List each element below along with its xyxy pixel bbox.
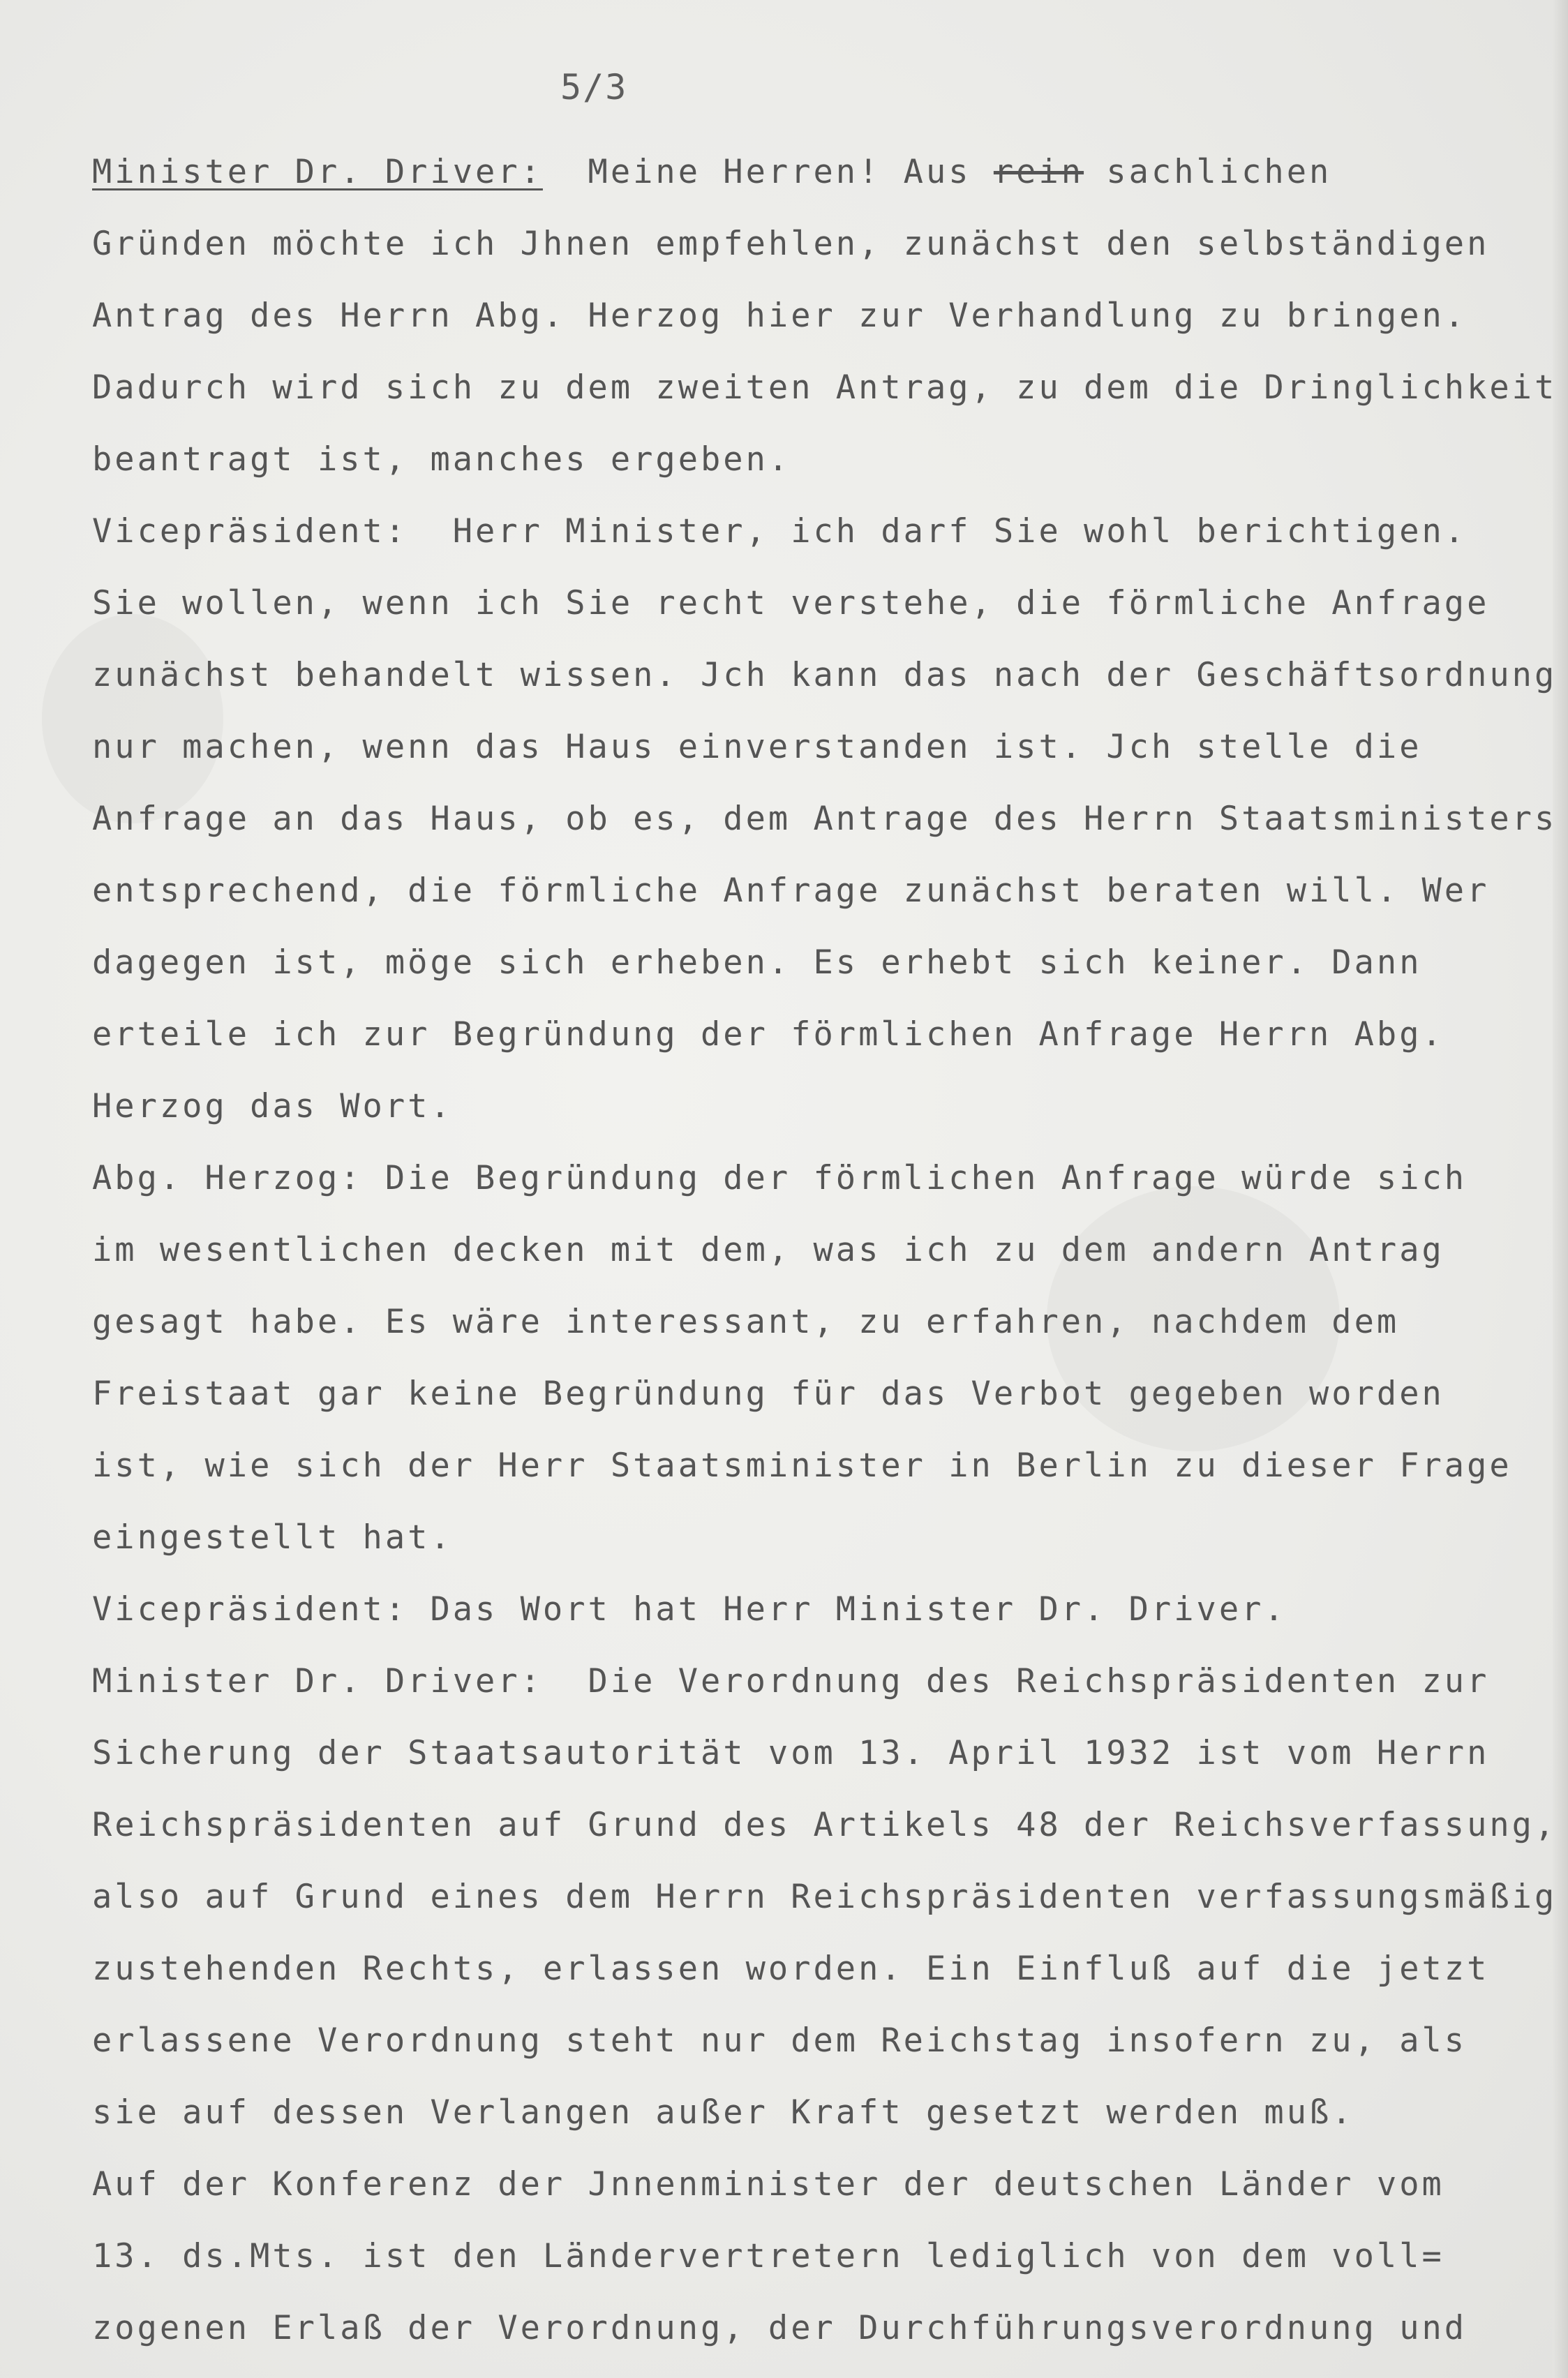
text-segment: zogenen Erlaß der Verordnung, der Durchführungsverordnung und xyxy=(92,2309,1468,2347)
text-segment: Dadurch wird sich zu dem zweiten Antrag, zu dem die Dringlichkeit xyxy=(92,368,1558,407)
text-line xyxy=(92,783,1558,855)
text-segment: Minister Dr. Driver: Die Verordnung des Reichspräsidenten zur xyxy=(92,1662,1490,1700)
text-segment: Reichspräsidenten auf Grund des Artikels 48 der Reichsverfassung, xyxy=(92,1806,1558,1844)
text-line xyxy=(92,1645,1544,1717)
text-segment: Freistaat gar keine Begründung für das Verbot gegeben worden xyxy=(92,1375,1444,1413)
text-segment: Herzog das Wort. xyxy=(92,1087,453,1126)
speaker-label: Minister Dr. Driver: xyxy=(92,153,543,191)
text-line xyxy=(92,1070,1544,1142)
text-line xyxy=(92,1286,1544,1358)
text-segment: Auf der Konferenz der Jnnenminister der deutschen Länder vom xyxy=(92,2165,1444,2204)
struck-word: rein xyxy=(993,153,1084,191)
text-line xyxy=(92,999,1544,1070)
text-segment: also auf Grund eines dem Herrn Reichspräsidenten verfassungsmäßig xyxy=(92,1878,1558,1916)
page-number: 5/3 xyxy=(560,67,628,107)
text-line xyxy=(92,1430,1544,1502)
text-line xyxy=(92,2292,1544,2364)
text-line xyxy=(92,280,1544,352)
text-line xyxy=(92,1142,1544,1214)
text-line xyxy=(92,711,1544,783)
text-segment: 13. ds.Mts. ist den Ländervertretern lediglich von dem voll= xyxy=(92,2237,1444,2275)
text-line xyxy=(92,1573,1544,1645)
text-line xyxy=(92,1717,1544,1789)
text-segment: gesagt habe. Es wäre interessant, zu erfahren, nachdem dem xyxy=(92,1303,1400,1341)
text-line xyxy=(92,1861,1558,1933)
text-segment: Meine Herren! Aus xyxy=(542,153,994,191)
text-line xyxy=(92,352,1558,424)
text-segment: sie auf dessen Verlangen außer Kraft gesetzt werden muß. xyxy=(92,2093,1354,2132)
page-edge xyxy=(1553,0,1568,2378)
text-segment: Sie wollen, wenn ich Sie recht verstehe, die förmliche Anfrage xyxy=(92,584,1490,622)
text-segment: Sicherung der Staatsautorität vom 13. April 1932 ist vom Herrn xyxy=(92,1734,1490,1772)
text-segment: dagegen ist, möge sich erheben. Es erhebt sich keiner. Dann xyxy=(92,943,1422,982)
text-line xyxy=(92,2220,1544,2292)
text-segment: entsprechend, die förmliche Anfrage zunächst beraten will. Wer xyxy=(92,872,1490,910)
text-segment: nur machen, wenn das Haus einverstanden ist. Jch stelle die xyxy=(92,728,1422,766)
text-segment: eingestellt hat. xyxy=(92,1518,453,1557)
text-segment: im wesentlichen decken mit dem, was ich zu dem andern Antrag xyxy=(92,1231,1444,1269)
text-segment: sachlichen xyxy=(1084,153,1332,191)
text-line xyxy=(92,495,1544,567)
typewritten-text-body xyxy=(92,136,1558,2364)
text-line xyxy=(92,1358,1544,1430)
text-line xyxy=(92,136,1544,208)
text-segment: Antrag des Herrn Abg. Herzog hier zur Verhandlung zu bringen. xyxy=(92,297,1468,335)
text-segment: Abg. Herzog: Die Begründung der förmlichen Anfrage würde sich xyxy=(92,1159,1468,1197)
text-segment: Vicepräsident: Das Wort hat Herr Minister Dr. Driver. xyxy=(92,1590,1287,1629)
text-segment: erteile ich zur Begründung der förmlichen Anfrage Herrn Abg. xyxy=(92,1015,1444,1054)
text-segment: ist, wie sich der Herr Staatsminister in Berlin zu dieser Frage xyxy=(92,1446,1512,1485)
text-line xyxy=(92,639,1558,711)
text-line xyxy=(92,1502,1544,1573)
text-segment: Anfrage an das Haus, ob es, dem Antrage des Herrn Staatsministers xyxy=(92,800,1558,838)
text-line xyxy=(92,567,1544,639)
text-segment: zustehenden Rechts, erlassen worden. Ein Einfluß auf die jetzt xyxy=(92,1950,1490,1988)
text-segment: Vicepräsident: Herr Minister, ich darf Sie wohl berichtigen. xyxy=(92,512,1468,551)
text-segment: beantragt ist, manches ergeben. xyxy=(92,440,791,479)
text-segment: Gründen möchte ich Jhnen empfehlen, zunächst den selbständigen xyxy=(92,225,1490,263)
text-line xyxy=(92,927,1544,999)
text-line xyxy=(92,2148,1544,2220)
text-line xyxy=(92,1933,1544,2005)
text-line xyxy=(92,2077,1544,2148)
text-line xyxy=(92,424,1544,495)
text-line xyxy=(92,1789,1558,1861)
text-line xyxy=(92,2005,1544,2077)
text-line xyxy=(92,855,1544,927)
text-segment: zunächst behandelt wissen. Jch kann das nach der Geschäftsordnung xyxy=(92,656,1558,694)
text-segment: erlassene Verordnung steht nur dem Reichstag insofern zu, als xyxy=(92,2021,1468,2060)
text-line xyxy=(92,1214,1544,1286)
text-line xyxy=(92,208,1544,280)
